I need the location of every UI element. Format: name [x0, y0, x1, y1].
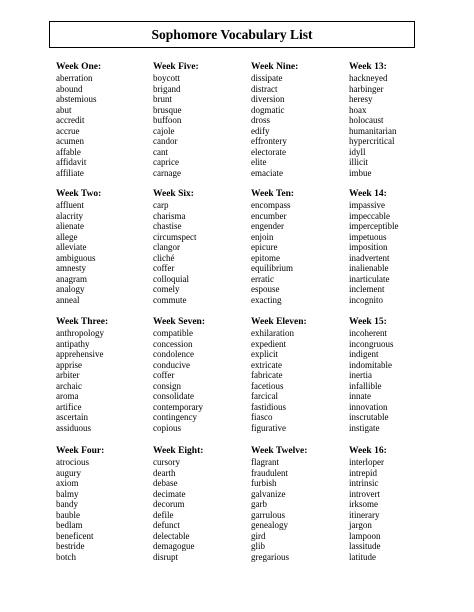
vocabulary-word: hypercritical: [349, 136, 395, 146]
vocabulary-word: beneficent: [56, 530, 94, 541]
vocabulary-word: aroma: [56, 391, 79, 401]
vocabulary-word: atrocious: [56, 457, 89, 467]
vocabulary-word: boycott: [153, 73, 180, 83]
vocabulary-word: inscrutable: [349, 412, 389, 422]
vocabulary-word: compatible: [153, 328, 193, 338]
vocabulary-word: fabricate: [251, 370, 283, 380]
vocabulary-word: indomitable: [349, 359, 392, 370]
vocabulary-word: ambiguous: [56, 252, 96, 263]
vocabulary-word: abstemious: [56, 94, 97, 104]
vocabulary-word: galvanize: [251, 488, 286, 499]
vocabulary-word: demagogue: [153, 541, 195, 551]
vocabulary-word: cajole: [153, 125, 175, 136]
week-heading: Week Nine:: [251, 62, 299, 72]
vocabulary-word: colloquial: [153, 273, 189, 284]
vocabulary-word: anagram: [56, 273, 87, 284]
vocabulary-word: introvert: [349, 488, 380, 499]
vocabulary-word: condolence: [153, 349, 194, 359]
vocabulary-word: acumen: [56, 136, 84, 146]
vocabulary-word: inalienable: [349, 263, 389, 273]
week-heading: Week Five:: [153, 62, 199, 72]
week-heading: Week 15:: [349, 317, 387, 327]
vocabulary-word: consign: [153, 380, 181, 391]
vocabulary-word: inarticulate: [349, 273, 390, 284]
vocabulary-word: erratic: [251, 273, 274, 284]
vocabulary-word: impeccable: [349, 210, 390, 221]
vocabulary-word: delectable: [153, 530, 190, 541]
vocabulary-word: brunt: [153, 94, 172, 104]
vocabulary-word: hackneyed: [349, 73, 388, 83]
week-section: [349, 189, 449, 305]
vocabulary-word: epicure: [251, 242, 278, 252]
vocabulary-word: illicit: [349, 157, 368, 167]
vocabulary-word: axiom: [56, 478, 79, 488]
vocabulary-word: candor: [153, 136, 178, 146]
vocabulary-word: allege: [56, 231, 78, 242]
week-heading: Week Three:: [56, 317, 109, 327]
vocabulary-word: alleviate: [56, 242, 87, 252]
vocabulary-word: espouse: [251, 284, 280, 294]
week-section: [251, 446, 351, 562]
vocabulary-word: copious: [153, 422, 181, 433]
vocabulary-word: affidavit: [56, 157, 87, 167]
vocabulary-word: innate: [349, 391, 371, 401]
vocabulary-word: chastise: [153, 221, 182, 231]
vocabulary-word: humanitarian: [349, 125, 397, 136]
week-heading: Week Ten:: [251, 189, 295, 199]
vocabulary-word: impassive: [349, 200, 385, 210]
vocabulary-word: circumspect: [153, 231, 197, 242]
vocabulary-word: emaciate: [251, 167, 283, 178]
vocabulary-word: hoax: [349, 104, 367, 115]
vocabulary-word: dearth: [153, 467, 176, 478]
vocabulary-word: equilibrium: [251, 263, 293, 273]
week-section: [251, 62, 351, 178]
vocabulary-word: garb: [251, 499, 267, 509]
vocabulary-word: engender: [251, 221, 284, 231]
vocabulary-word: conducive: [153, 359, 190, 370]
vocabulary-word: fraudulent: [251, 467, 288, 478]
vocabulary-word: elite: [251, 157, 267, 167]
vocabulary-word: debase: [153, 478, 178, 488]
vocabulary-word: encompass: [251, 200, 291, 210]
vocabulary-word: harbinger: [349, 83, 384, 94]
vocabulary-word: contemporary: [153, 401, 203, 412]
vocabulary-word: buffoon: [153, 115, 182, 125]
vocabulary-word: decimate: [153, 488, 186, 499]
vocabulary-word: anneal: [56, 294, 80, 305]
vocabulary-word: inclement: [349, 284, 385, 294]
week-heading: Week Eleven:: [251, 317, 307, 327]
vocabulary-word: alacrity: [56, 210, 83, 221]
vocabulary-word: disrupt: [153, 551, 179, 562]
vocabulary-word: dogmatic: [251, 104, 285, 115]
week-section: [153, 446, 253, 562]
vocabulary-word: indigent: [349, 349, 379, 359]
vocabulary-word: intrinsic: [349, 478, 379, 488]
week-section: [251, 317, 351, 433]
week-heading: Week 16:: [349, 446, 387, 456]
week-section: [153, 62, 253, 178]
vocabulary-word: archaic: [56, 380, 82, 391]
vocabulary-word: balmy: [56, 488, 79, 499]
vocabulary-word: genealogy: [251, 520, 288, 530]
vocabulary-word: imbue: [349, 167, 372, 178]
vocabulary-word: inertia: [349, 370, 372, 380]
vocabulary-word: dissipate: [251, 73, 283, 83]
vocabulary-word: dross: [251, 115, 271, 125]
vocabulary-word: extricate: [251, 359, 282, 370]
week-section: [153, 189, 253, 305]
vocabulary-word: contingency: [153, 412, 197, 422]
vocabulary-word: bestride: [56, 541, 85, 551]
vocabulary-word: effrontery: [251, 136, 287, 146]
vocabulary-word: gird: [251, 530, 266, 541]
vocabulary-word: heresy: [349, 94, 373, 104]
vocabulary-word: gregarious: [251, 551, 289, 562]
vocabulary-word: defile: [153, 509, 174, 520]
vocabulary-word: comely: [153, 284, 180, 294]
week-heading: Week 13:: [349, 62, 387, 72]
vocabulary-word: latitude: [349, 551, 376, 562]
vocabulary-word: arbiter: [56, 370, 80, 380]
vocabulary-word: furbish: [251, 478, 277, 488]
vocabulary-word: coffer: [153, 370, 175, 380]
week-heading: Week 14:: [349, 189, 387, 199]
vocabulary-word: impetuous: [349, 231, 387, 242]
vocabulary-word: consolidate: [153, 391, 194, 401]
vocabulary-word: caprice: [153, 157, 179, 167]
vocabulary-word: anthropology: [56, 328, 104, 338]
vocabulary-word: alienate: [56, 221, 84, 231]
vocabulary-word: cliché: [153, 252, 175, 263]
week-heading: Week Two:: [56, 189, 102, 199]
vocabulary-word: itinerary: [349, 509, 380, 520]
vocabulary-word: figurative: [251, 422, 286, 433]
week-section: [349, 317, 449, 433]
vocabulary-word: enjoin: [251, 231, 274, 242]
vocabulary-word: infallible: [349, 380, 382, 391]
vocabulary-word: accredit: [56, 115, 85, 125]
vocabulary-word: affiliate: [56, 167, 84, 178]
week-section: [56, 446, 156, 562]
vocabulary-word: expedient: [251, 338, 286, 349]
vocabulary-word: irksome: [349, 499, 378, 509]
week-section: [349, 62, 449, 178]
vocabulary-word: fiasco: [251, 412, 273, 422]
vocabulary-word: bauble: [56, 509, 80, 520]
vocabulary-word: inadvertent: [349, 252, 390, 263]
vocabulary-word: brusque: [153, 104, 182, 115]
vocabulary-word: affluent: [56, 200, 84, 210]
vocabulary-word: commute: [153, 294, 187, 305]
vocabulary-word: decorum: [153, 499, 185, 509]
vocabulary-word: imposition: [349, 242, 388, 252]
vocabulary-word: glib: [251, 541, 266, 551]
vocabulary-word: innovation: [349, 401, 388, 412]
week-heading: Week One:: [56, 62, 102, 72]
vocabulary-word: defunct: [153, 520, 180, 530]
vocabulary-word: augury: [56, 467, 81, 478]
week-section: [251, 189, 351, 305]
vocabulary-word: intrepid: [349, 467, 377, 478]
vocabulary-word: instigate: [349, 422, 380, 433]
week-heading: Week Twelve:: [251, 446, 308, 456]
vocabulary-word: exhilaration: [251, 328, 294, 338]
vocabulary-word: analogy: [56, 284, 85, 294]
vocabulary-word: epitome: [251, 252, 280, 263]
vocabulary-word: clangor: [153, 242, 180, 252]
vocabulary-grid: [56, 62, 446, 602]
vocabulary-word: cursory: [153, 457, 180, 467]
vocabulary-word: abut: [56, 104, 72, 115]
vocabulary-word: incoherent: [349, 328, 387, 338]
vocabulary-word: coffer: [153, 263, 175, 273]
week-heading: Week Four:: [56, 446, 105, 456]
page-title: Sophomore Vocabulary List: [151, 26, 313, 42]
vocabulary-word: interloper: [349, 457, 384, 467]
vocabulary-word: abound: [56, 83, 83, 94]
vocabulary-word: explicit: [251, 349, 278, 359]
vocabulary-word: exacting: [251, 294, 282, 305]
week-section: [56, 62, 156, 178]
vocabulary-word: imperceptible: [349, 221, 399, 231]
vocabulary-word: incognito: [349, 294, 383, 305]
vocabulary-word: concession: [153, 338, 193, 349]
vocabulary-word: idyll: [349, 146, 366, 157]
vocabulary-word: aberration: [56, 73, 93, 83]
vocabulary-word: carp: [153, 200, 169, 210]
vocabulary-word: bandy: [56, 499, 78, 509]
week-section: [153, 317, 253, 433]
vocabulary-word: jargon: [349, 520, 372, 530]
week-heading: Week Eight:: [153, 446, 204, 456]
vocabulary-word: electorate: [251, 146, 286, 157]
vocabulary-word: apprise: [56, 359, 82, 370]
vocabulary-word: botch: [56, 551, 76, 562]
vocabulary-word: distract: [251, 83, 278, 94]
vocabulary-word: charisma: [153, 210, 186, 221]
vocabulary-word: amnesty: [56, 263, 86, 273]
vocabulary-word: affable: [56, 146, 81, 157]
vocabulary-word: cant: [153, 146, 168, 157]
week-section: [56, 189, 156, 305]
vocabulary-word: apprehensive: [56, 349, 104, 359]
vocabulary-word: facetious: [251, 380, 284, 391]
vocabulary-word: accrue: [56, 125, 80, 136]
vocabulary-word: antipathy: [56, 338, 90, 349]
vocabulary-word: artifice: [56, 401, 82, 412]
vocabulary-word: lassitude: [349, 541, 381, 551]
vocabulary-word: carnage: [153, 167, 181, 178]
week-section: [349, 446, 449, 562]
vocabulary-word: fastidious: [251, 401, 286, 412]
vocabulary-word: diversion: [251, 94, 285, 104]
vocabulary-word: encumber: [251, 210, 287, 221]
vocabulary-word: farcical: [251, 391, 278, 401]
vocabulary-word: brigand: [153, 83, 181, 94]
week-section: [56, 317, 156, 433]
vocabulary-word: garrulous: [251, 509, 285, 520]
week-heading: Week Six:: [153, 189, 194, 199]
vocabulary-word: incongruous: [349, 338, 394, 349]
vocabulary-word: assiduous: [56, 422, 92, 433]
week-heading: Week Seven:: [153, 317, 205, 327]
vocabulary-word: lampoon: [349, 530, 381, 541]
vocabulary-word: flagrant: [251, 457, 279, 467]
title-box: [49, 21, 415, 48]
vocabulary-word: holocaust: [349, 115, 384, 125]
vocabulary-word: ascertain: [56, 412, 88, 422]
vocabulary-word: edify: [251, 125, 270, 136]
vocabulary-word: bedlam: [56, 520, 83, 530]
